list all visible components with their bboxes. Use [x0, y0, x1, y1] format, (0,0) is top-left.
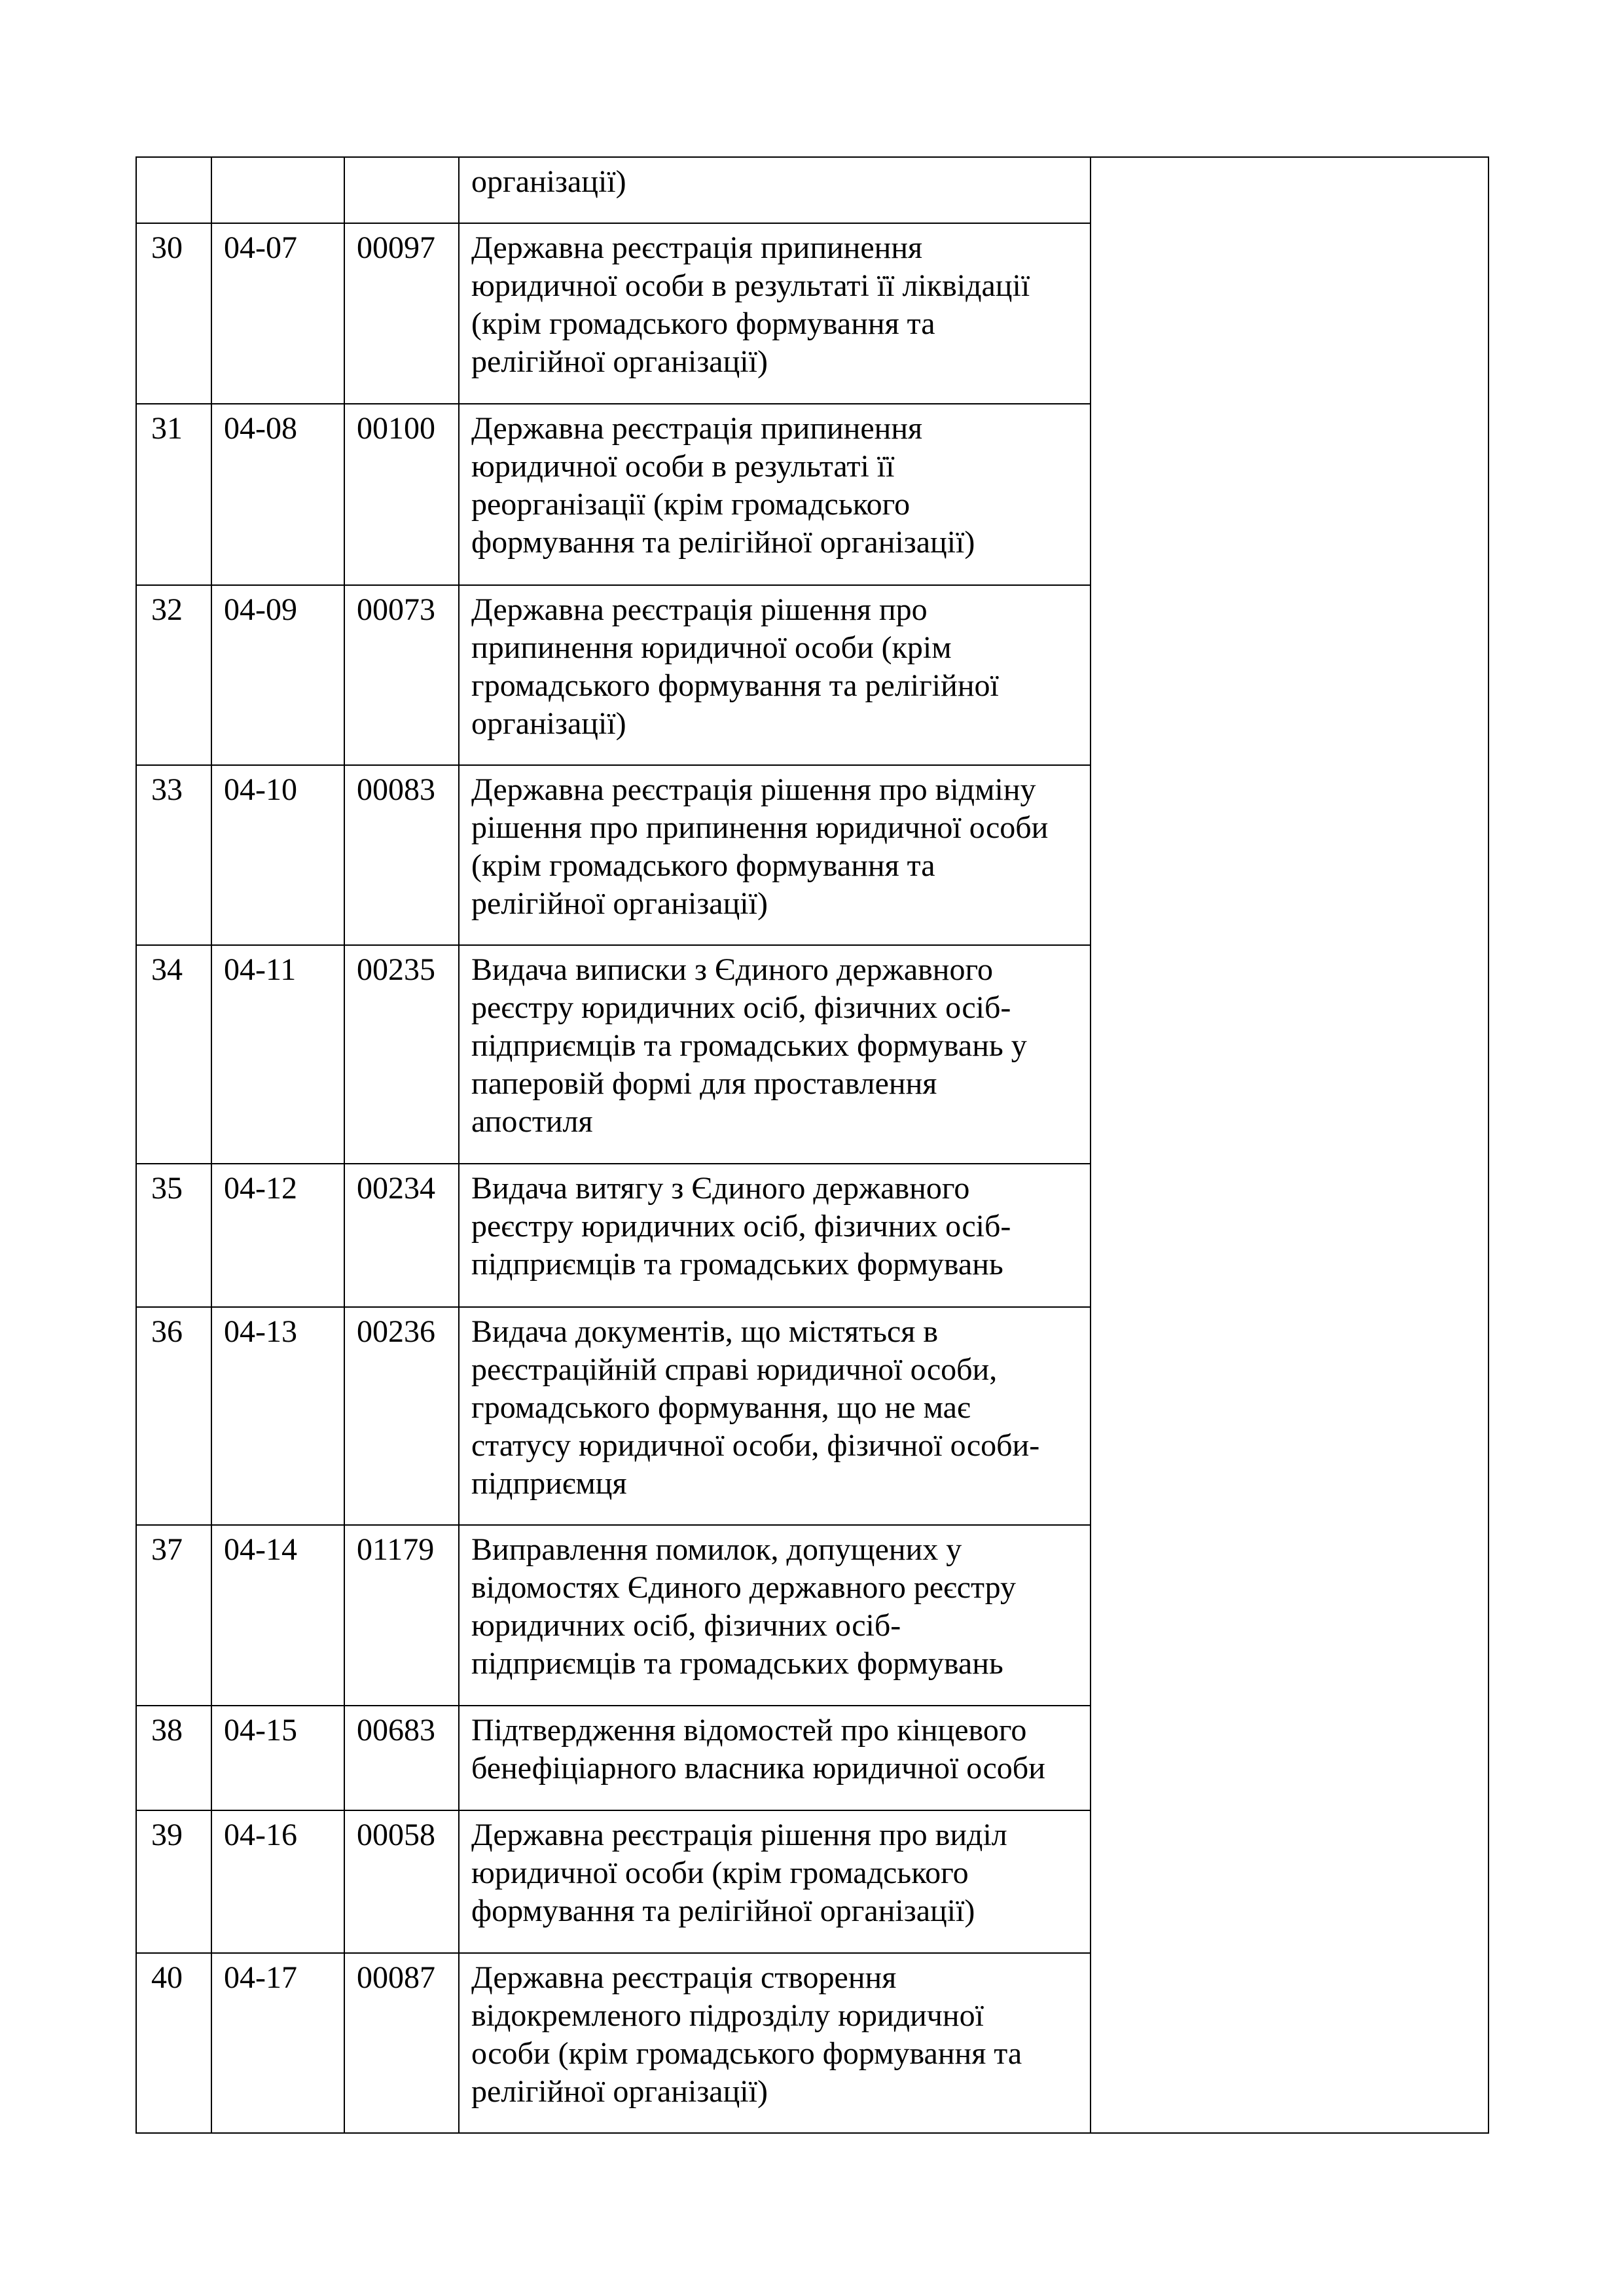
service-name-line: релігійної організації) — [471, 2074, 768, 2109]
row-number: 34 — [151, 952, 183, 987]
service-name-line: реєстру юридичних осіб, фізичних осіб- — [471, 1209, 1011, 1244]
services-table — [135, 156, 1489, 2134]
service-code: 04-10 — [224, 772, 297, 807]
service-id: 00097 — [357, 230, 435, 265]
row-number: 39 — [151, 1818, 183, 1852]
service-name-line: Державна реєстрація припинення — [471, 411, 923, 446]
service-name-line: юридичної особи (крім громадського — [471, 1856, 969, 1890]
row-number-cell — [136, 1706, 211, 1810]
service-name-line: формування та релігійної організації) — [471, 525, 975, 560]
service-name-line: апостиля — [471, 1104, 593, 1139]
service-id-cell — [344, 157, 459, 223]
service-name-line: Державна реєстрація припинення — [471, 230, 923, 265]
service-name-line: Видача виписки з Єдиного державного — [471, 952, 993, 987]
service-name-line: громадського формування, що не має — [471, 1390, 971, 1425]
row-number-cell — [136, 1307, 211, 1525]
row-number-cell — [136, 1953, 211, 2133]
service-name-line: відомостях Єдиного державного реєстру — [471, 1570, 1016, 1605]
service-name-line: юридичної особи в результаті її — [471, 449, 895, 484]
service-name-line: юридичної особи в результаті її ліквідації — [471, 268, 1030, 303]
row-number-cell — [136, 1810, 211, 1953]
service-name-line: Державна реєстрація рішення про виділ — [471, 1818, 1007, 1852]
service-name-cell — [459, 1307, 1091, 1525]
row-number: 31 — [151, 411, 183, 446]
row-number: 30 — [151, 230, 183, 265]
service-name-cell — [459, 1953, 1091, 2133]
service-name-line: Видача витягу з Єдиного державного — [471, 1171, 970, 1206]
row-number: 37 — [151, 1532, 183, 1567]
service-code-cell — [211, 157, 344, 223]
service-code-cell — [211, 1525, 344, 1706]
service-name-cell — [459, 404, 1091, 585]
service-name-line: підприємців та громадських формувань — [471, 1247, 1003, 1282]
row-number-cell — [136, 585, 211, 765]
service-id: 00083 — [357, 772, 435, 807]
service-id-cell — [344, 1164, 459, 1307]
service-code-cell — [211, 945, 344, 1164]
service-name-line: Виправлення помилок, допущених у — [471, 1532, 962, 1567]
row-number: 35 — [151, 1171, 183, 1206]
service-id-cell — [344, 1525, 459, 1706]
service-id-cell — [344, 404, 459, 585]
service-code: 04-07 — [224, 230, 297, 265]
row-number: 40 — [151, 1960, 183, 1995]
row-number-cell — [136, 1525, 211, 1706]
service-id: 00073 — [357, 592, 435, 627]
service-code-cell — [211, 1164, 344, 1307]
service-name-line: Державна реєстрація рішення про відміну — [471, 772, 1036, 807]
service-id-cell — [344, 1953, 459, 2133]
service-code-cell — [211, 1953, 344, 2133]
service-name-line: релігійної організації) — [471, 344, 768, 379]
row-number: 33 — [151, 772, 183, 807]
service-name-line: реєстру юридичних осіб, фізичних осіб- — [471, 990, 1011, 1025]
service-name-line: підприємців та громадських формувань у — [471, 1028, 1027, 1063]
service-id-cell — [344, 765, 459, 945]
service-name-line: підприємців та громадських формувань — [471, 1646, 1003, 1681]
service-code: 04-12 — [224, 1171, 297, 1206]
service-id: 00087 — [357, 1960, 435, 1995]
service-code-cell — [211, 1706, 344, 1810]
notes-cell — [1091, 157, 1489, 2133]
row-number-cell — [136, 1164, 211, 1307]
row-number-cell — [136, 157, 211, 223]
service-name-line: формування та релігійної організації) — [471, 1893, 975, 1928]
service-name-line: (крім громадського формування та — [471, 848, 935, 883]
service-name-line: статусу юридичної особи, фізичної особи- — [471, 1428, 1040, 1463]
service-name-line: Державна реєстрація створення — [471, 1960, 897, 1995]
service-id-cell — [344, 1810, 459, 1953]
services-table-body — [136, 157, 1489, 2133]
service-name-line: особи (крім громадського формування та — [471, 2036, 1022, 2071]
service-code-cell — [211, 223, 344, 404]
service-name-line: Підтвердження відомостей про кінцевого — [471, 1713, 1027, 1748]
service-id: 00235 — [357, 952, 435, 987]
service-name-line: бенефіціарного власника юридичної особи — [471, 1751, 1045, 1785]
service-id: 00234 — [357, 1171, 435, 1206]
row-number-cell — [136, 765, 211, 945]
service-name-line: відокремленого підрозділу юридичної — [471, 1998, 984, 2033]
service-name-line: паперовій формі для проставлення — [471, 1066, 937, 1101]
service-name-line: Державна реєстрація рішення про — [471, 592, 928, 627]
service-id: 00236 — [357, 1314, 435, 1349]
service-code-cell — [211, 404, 344, 585]
service-name-line: реєстраційній справі юридичної особи, — [471, 1352, 998, 1387]
row-number: 32 — [151, 592, 183, 627]
service-id: 01179 — [357, 1532, 435, 1567]
service-name-cell — [459, 585, 1091, 765]
service-name-line: (крім громадського формування та — [471, 306, 935, 341]
service-name-line: припинення юридичної особи (крім — [471, 630, 952, 665]
service-id-cell — [344, 945, 459, 1164]
service-name-line: юридичних осіб, фізичних осіб- — [471, 1608, 901, 1643]
row-number: 38 — [151, 1713, 183, 1748]
row-number: 36 — [151, 1314, 183, 1349]
service-name-cell — [459, 945, 1091, 1164]
service-name-cell — [459, 1525, 1091, 1706]
service-name-cell — [459, 765, 1091, 945]
service-name-line: організації) — [471, 706, 626, 741]
service-code: 04-08 — [224, 411, 297, 446]
service-code: 04-15 — [224, 1713, 297, 1748]
service-name-cell — [459, 1706, 1091, 1810]
service-name-cell — [459, 223, 1091, 404]
service-code: 04-11 — [224, 952, 297, 987]
service-name-line: рішення про припинення юридичної особи — [471, 810, 1049, 845]
service-name-line: Видача документів, що містяться в — [471, 1314, 939, 1349]
row-number-cell — [136, 404, 211, 585]
service-code-cell — [211, 585, 344, 765]
service-code: 04-17 — [224, 1960, 297, 1995]
service-name-line: підприємця — [471, 1466, 627, 1501]
table-row — [136, 157, 1489, 223]
service-id-cell — [344, 585, 459, 765]
service-name-line: реорганізації (крім громадського — [471, 487, 911, 522]
service-name-line: релігійної організації) — [471, 886, 768, 921]
row-number-cell — [136, 945, 211, 1164]
service-name-cell — [459, 157, 1091, 223]
service-name-cell — [459, 1164, 1091, 1307]
service-code-cell — [211, 1810, 344, 1953]
service-id: 00100 — [357, 411, 435, 446]
service-name-line: організації) — [471, 164, 626, 199]
service-id-cell — [344, 1706, 459, 1810]
service-code-cell — [211, 765, 344, 945]
service-code: 04-16 — [224, 1818, 297, 1852]
service-id: 00058 — [357, 1818, 435, 1852]
service-id-cell — [344, 223, 459, 404]
service-name-cell — [459, 1810, 1091, 1953]
service-code-cell — [211, 1307, 344, 1525]
service-code: 04-14 — [224, 1532, 297, 1567]
service-code: 04-09 — [224, 592, 297, 627]
service-code: 04-13 — [224, 1314, 297, 1349]
service-name-line: громадського формування та релігійної — [471, 668, 999, 703]
service-id-cell — [344, 1307, 459, 1525]
row-number-cell — [136, 223, 211, 404]
service-id: 00683 — [357, 1713, 435, 1748]
